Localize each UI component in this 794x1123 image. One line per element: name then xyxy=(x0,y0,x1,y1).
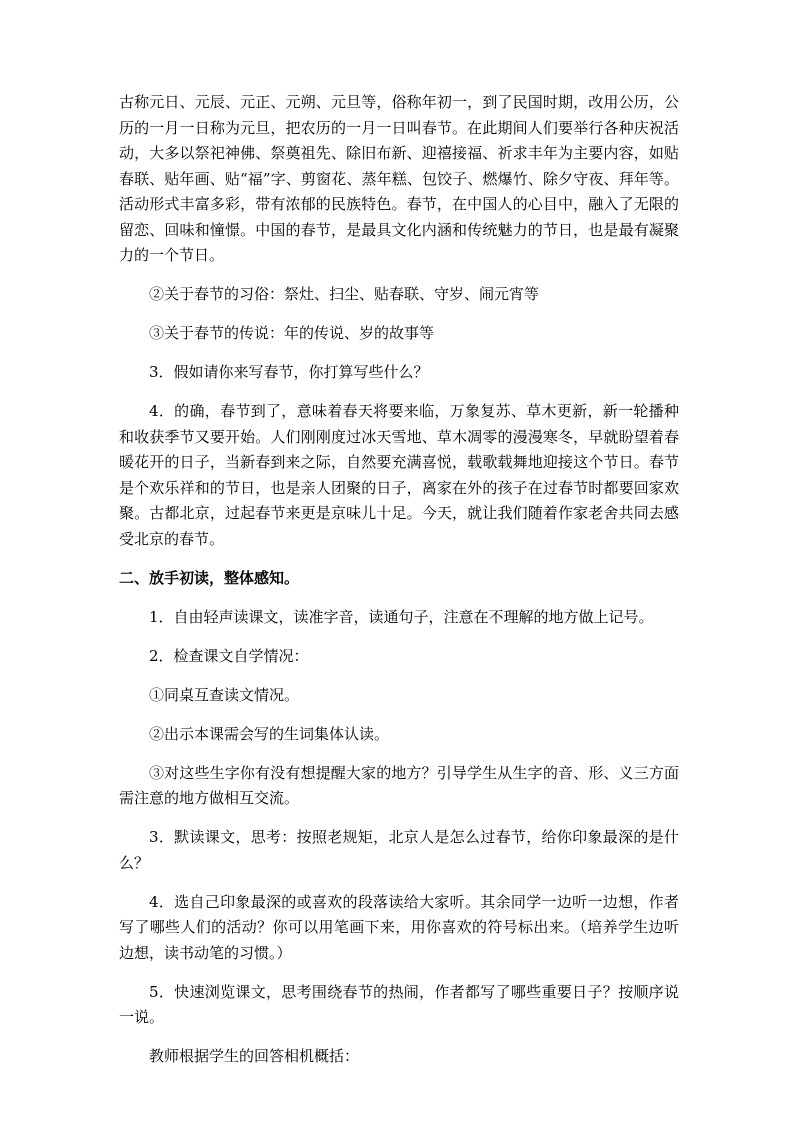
paragraph-step-3: 3．默读课文，思考：按照老规矩，北京人是怎么过春节，给你印象最深的是什么？ xyxy=(119,828,679,872)
paragraph-customs: ②关于春节的习俗：祭灶、扫尘、贴春联、守岁、闹元宵等 xyxy=(149,285,540,303)
paragraph-step-4: 4．选自己印象最深的或喜欢的段落读给大家听。其余同学一边听一边想，作者写了哪些人们的活动？你可以用笔画下来，用你喜欢的符号标出来。（培养学生边听边想，读书动笔的习惯。） xyxy=(119,892,679,962)
paragraph-step-5: 5．快速浏览课文，思考围绕春节的热闹，作者都写了哪些重要日子？按顺序说一说。 xyxy=(119,982,679,1026)
paragraph-spring-festival-intro: 古称元日、元辰、元正、元朔、元旦等，俗称年初一，到了民国时期，改用公历，公历的一月一日称为元旦，把农历的一月一日叫春节。在此期间人们要举行各种庆祝活动，大多以祭祀神佛、祭奠祖先、除旧布新、迎禧接福、祈求丰年为主要内容，如贴春联、贴年画、贴“福”字、剪窗花、蒸年糕、包饺子、燃爆竹、除夕守夜、拜年等。活动形式丰富多彩，带有浓郁的民族特色。春节，在中国人的心目中，融入了无限的留恋、回味和憧憬。中国的春节，是最具文化内涵和传统魅力的节日，也是最有凝聚力的一个节日。 xyxy=(119,93,679,264)
paragraph-teacher-summary: 教师根据学生的回答相机概括： xyxy=(149,1047,360,1065)
paragraph-sub-3: ③对这些生字你有没有想提醒大家的地方？引导学生从生字的音、形、义三方面需注意的地方做相互交流。 xyxy=(119,763,679,807)
paragraph-sub-2: ②出示本课需会写的生词集体认读。 xyxy=(149,724,390,743)
paragraph-item-4: 4．的确，春节到了，意味着春天将要来临，万象复苏、草木更新，新一轮播种和收获季节又要开始。人们刚刚度过冰天雪地、草木凋零的漫漫寒冬，早就盼望着春暖花开的日子，当新春到来之际，自然要充满喜悦，载歌载舞地迎接这个节日。春节是个欢乐祥和的节日，也是亲人团聚的日子，离家在外的孩子在过春节时都要回家欢聚。古都北京，过起春节来更是京味儿十足。今天，就让我们随着作家老舍共同去感受北京的春节。 xyxy=(119,402,679,548)
document-page xyxy=(119,90,679,1083)
section-heading: 二、放手初读，整体感知。 xyxy=(119,568,300,587)
paragraph-legends: ③关于春节的传说：年的传说、岁的故事等 xyxy=(149,324,435,342)
paragraph-sub-1: ①同桌互查读文情况。 xyxy=(149,685,300,704)
paragraph-step-1: 1．自由轻声读课文，读准字音，读通句子，注意在不理解的地方做上记号。 xyxy=(149,607,654,626)
paragraph-question-3: 3．假如请你来写春节，你打算写些什么？ xyxy=(149,363,429,381)
paragraph-step-2: 2．检查课文自学情况： xyxy=(149,646,309,665)
